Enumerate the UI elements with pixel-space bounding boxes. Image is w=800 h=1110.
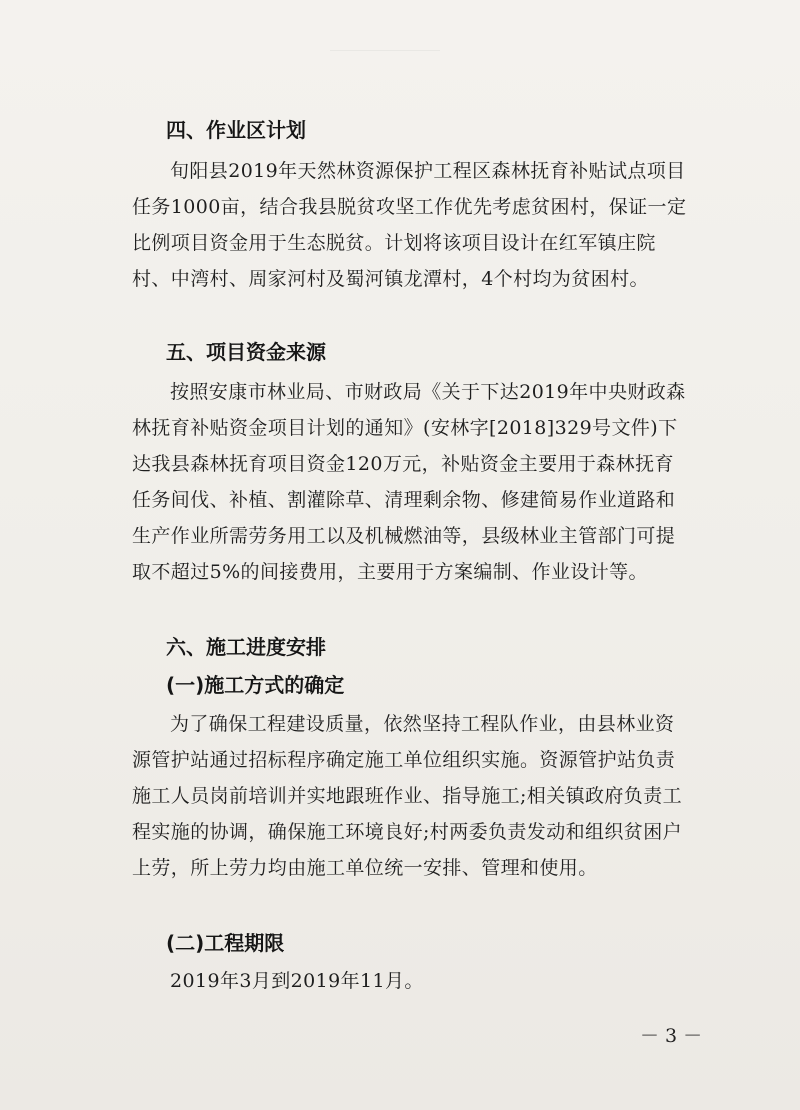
section-heading-construction-schedule: 六、施工进度安排 [166,635,326,659]
paragraph-work-area-plan: 旬阳县2019年天然林资源保护工程区森林抚育补贴试点项目任务1000亩，结合我县脱贫攻坚工作优先考虑贫困村，保证一定比例项目资金用于生态脱贫。计划将该项目设计在红军镇庄院村、中湾村、周家河村及蜀河镇龙潭村，4个村均为贫困村。 [132,160,687,290]
page-number: － 3 － [640,1025,703,1047]
scan-artifact [330,50,440,63]
paragraph-project-period: 2019年3月到2019年11月。 [170,970,424,992]
paragraph-fund-source: 按照安康市林业局、市财政局《关于下达2019年中央财政森林抚育补贴资金项目计划的通知》(安林字[2018]329号文件)下达我县森林抚育项目资金120万元，补贴资金主要用于森林抚育任务间伐、补植、割灌除草、清理剩余物、修建简易作业道路和生产作业所需劳务用工以及机械燃油等，县级林业主管部门可提取不超过5%的间接费用，主要用于方案编制、作业设计等。 [132,381,686,583]
subsection-heading-project-period: (二)工程期限 [166,931,285,955]
paragraph-construction-method: 为了确保工程建设质量，依然坚持工程队作业，由县林业资源管护站通过招标程序确定施工单位组织实施。资源管护站负责施工人员岗前培训并实地跟班作业、指导施工;相关镇政府负责工程实施的协调，确保施工环境良好;村两委负责发动和组织贫困户上劳，所上劳力均由施工单位统一安排、管理和使用。 [132,713,683,879]
section-heading-fund-source: 五、项目资金来源 [166,340,326,364]
subsection-heading-construction-method: (一)施工方式的确定 [166,673,345,697]
section-heading-work-area-plan: 四、作业区计划 [166,118,306,142]
